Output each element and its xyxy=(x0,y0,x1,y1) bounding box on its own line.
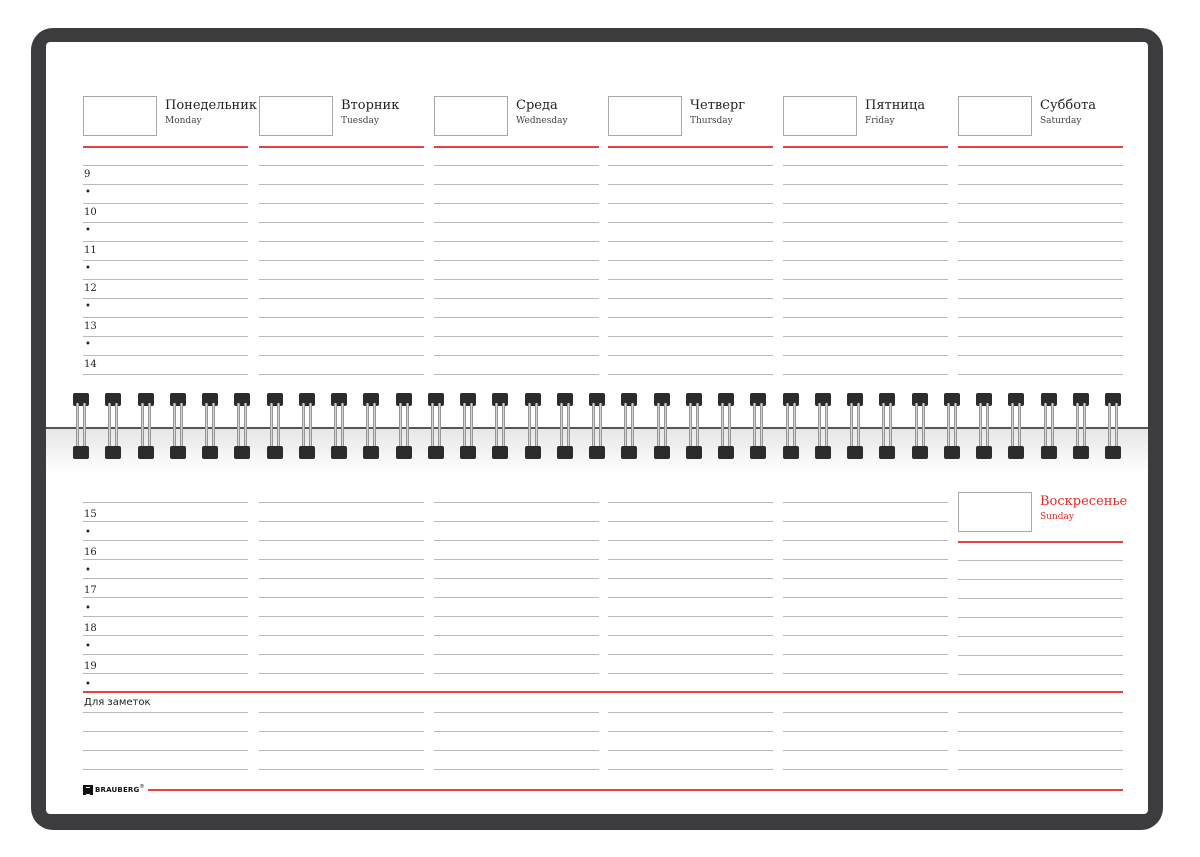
writing-line xyxy=(958,617,1123,618)
writing-line xyxy=(783,502,948,503)
brand-logo xyxy=(83,784,144,796)
notes-line xyxy=(434,712,599,713)
writing-line xyxy=(608,203,773,204)
day-header-rule xyxy=(434,146,599,148)
writing-line xyxy=(958,203,1123,204)
writing-line xyxy=(83,241,248,242)
writing-line xyxy=(783,184,948,185)
binding-ring xyxy=(202,393,218,459)
writing-line xyxy=(259,317,424,318)
writing-line xyxy=(83,578,248,579)
notes-line xyxy=(83,731,248,732)
writing-line xyxy=(783,635,948,636)
writing-line xyxy=(783,279,948,280)
day-name-en: Saturday xyxy=(1040,116,1082,126)
binding-ring xyxy=(73,393,89,459)
writing-line xyxy=(83,654,248,655)
writing-line xyxy=(958,222,1123,223)
notes-line xyxy=(958,712,1123,713)
writing-line xyxy=(434,260,599,261)
writing-line xyxy=(259,165,424,166)
day-name-ru: Вторник xyxy=(341,98,400,113)
day-name-en: Monday xyxy=(165,116,202,126)
notes-line xyxy=(608,712,773,713)
writing-line xyxy=(958,598,1123,599)
half-hour-bullet: • xyxy=(85,301,91,312)
writing-line xyxy=(83,279,248,280)
binding-ring xyxy=(267,393,283,459)
writing-line xyxy=(958,674,1123,675)
notes-line xyxy=(958,769,1123,770)
writing-line xyxy=(259,559,424,560)
writing-line xyxy=(83,559,248,560)
hour-label-19: 19 xyxy=(84,661,97,672)
binding-ring xyxy=(686,393,702,459)
date-box[interactable] xyxy=(958,492,1032,532)
footer-rule xyxy=(148,789,1123,791)
binding-ring xyxy=(105,393,121,459)
notes-line xyxy=(608,750,773,751)
writing-line xyxy=(259,502,424,503)
writing-line xyxy=(608,298,773,299)
writing-line xyxy=(83,260,248,261)
half-hour-bullet: • xyxy=(85,339,91,350)
writing-line xyxy=(608,317,773,318)
writing-line xyxy=(783,673,948,674)
writing-line xyxy=(958,184,1123,185)
date-box[interactable] xyxy=(958,96,1032,136)
binding-ring xyxy=(396,393,412,459)
writing-line xyxy=(958,655,1123,656)
writing-line xyxy=(783,654,948,655)
notes-line xyxy=(434,769,599,770)
writing-line xyxy=(83,298,248,299)
binding-ring xyxy=(912,393,928,459)
writing-line xyxy=(259,184,424,185)
writing-line xyxy=(783,336,948,337)
notes-line xyxy=(783,769,948,770)
writing-line xyxy=(434,241,599,242)
writing-line xyxy=(259,260,424,261)
binding-ring xyxy=(879,393,895,459)
writing-line xyxy=(434,502,599,503)
writing-line xyxy=(958,636,1123,637)
writing-line xyxy=(783,374,948,375)
binding-ring xyxy=(331,393,347,459)
writing-line xyxy=(608,521,773,522)
writing-line xyxy=(83,521,248,522)
day-name-ru: Суббота xyxy=(1040,98,1097,113)
binding-ring xyxy=(234,393,250,459)
notes-line xyxy=(434,750,599,751)
writing-line xyxy=(608,616,773,617)
hour-label-18: 18 xyxy=(84,623,97,634)
writing-line xyxy=(608,355,773,356)
notes-line xyxy=(958,731,1123,732)
writing-line xyxy=(608,654,773,655)
writing-line xyxy=(783,298,948,299)
writing-line xyxy=(434,298,599,299)
half-hour-bullet: • xyxy=(85,187,91,198)
writing-line xyxy=(783,521,948,522)
writing-line xyxy=(783,165,948,166)
writing-line xyxy=(434,165,599,166)
binding-ring xyxy=(621,393,637,459)
writing-line xyxy=(434,279,599,280)
notes-line xyxy=(434,731,599,732)
writing-line xyxy=(83,317,248,318)
binding-ring xyxy=(815,393,831,459)
writing-line xyxy=(259,222,424,223)
writing-line xyxy=(434,336,599,337)
binding-ring xyxy=(557,393,573,459)
writing-line xyxy=(608,559,773,560)
hour-label-13: 13 xyxy=(84,321,97,332)
writing-line xyxy=(83,502,248,503)
date-box[interactable] xyxy=(259,96,333,136)
writing-line xyxy=(783,222,948,223)
day-header-rule xyxy=(259,146,424,148)
writing-line xyxy=(608,279,773,280)
writing-line xyxy=(434,521,599,522)
binding-ring xyxy=(976,393,992,459)
binding-ring xyxy=(1105,393,1121,459)
writing-line xyxy=(434,673,599,674)
writing-line xyxy=(783,540,948,541)
writing-line xyxy=(958,298,1123,299)
writing-line xyxy=(83,184,248,185)
writing-line xyxy=(608,241,773,242)
date-box[interactable] xyxy=(608,96,682,136)
writing-line xyxy=(434,222,599,223)
writing-line xyxy=(259,673,424,674)
writing-line xyxy=(608,165,773,166)
brand-name: BRAUBERG xyxy=(95,786,140,794)
brand-mark-icon xyxy=(83,785,93,795)
writing-line xyxy=(259,578,424,579)
writing-line xyxy=(83,616,248,617)
writing-line xyxy=(434,616,599,617)
writing-line xyxy=(434,374,599,375)
notes-line xyxy=(958,750,1123,751)
writing-line xyxy=(608,260,773,261)
day-name-en: Friday xyxy=(865,116,895,126)
writing-line xyxy=(259,298,424,299)
writing-line xyxy=(83,540,248,541)
hour-label-9: 9 xyxy=(84,169,91,180)
writing-line xyxy=(783,260,948,261)
hour-label-17: 17 xyxy=(84,585,97,596)
hour-label-12: 12 xyxy=(84,283,97,294)
writing-line xyxy=(259,355,424,356)
writing-line xyxy=(259,597,424,598)
writing-line xyxy=(783,616,948,617)
date-box[interactable] xyxy=(783,96,857,136)
half-hour-bullet: • xyxy=(85,225,91,236)
binding-ring xyxy=(492,393,508,459)
writing-line xyxy=(259,203,424,204)
notes-line xyxy=(783,712,948,713)
half-hour-bullet: • xyxy=(85,263,91,274)
day-name-ru: Воскресенье xyxy=(1040,494,1128,509)
writing-line xyxy=(608,336,773,337)
writing-line xyxy=(434,559,599,560)
half-hour-bullet: • xyxy=(85,527,91,538)
writing-line xyxy=(434,317,599,318)
binding-ring xyxy=(138,393,154,459)
writing-line xyxy=(958,317,1123,318)
day-name-en: Wednesday xyxy=(516,116,568,126)
writing-line xyxy=(259,336,424,337)
day-name-ru: Среда xyxy=(516,98,558,113)
binding-ring xyxy=(718,393,734,459)
writing-line xyxy=(608,673,773,674)
binding-ring xyxy=(847,393,863,459)
writing-line xyxy=(259,279,424,280)
binding-ring xyxy=(1073,393,1089,459)
day-header-rule xyxy=(608,146,773,148)
binding-ring xyxy=(1008,393,1024,459)
writing-line xyxy=(783,578,948,579)
day-header-rule xyxy=(958,541,1123,543)
writing-line xyxy=(783,317,948,318)
binding-ring xyxy=(170,393,186,459)
notes-separator xyxy=(83,691,1123,693)
day-name-en: Thursday xyxy=(690,116,733,126)
writing-line xyxy=(83,336,248,337)
day-name-ru: Пятница xyxy=(865,98,926,113)
writing-line xyxy=(608,578,773,579)
writing-line xyxy=(83,222,248,223)
writing-line xyxy=(83,165,248,166)
notes-line xyxy=(608,731,773,732)
writing-line xyxy=(434,635,599,636)
writing-line xyxy=(783,597,948,598)
writing-line xyxy=(83,203,248,204)
writing-line xyxy=(434,578,599,579)
binding-ring xyxy=(654,393,670,459)
notes-line xyxy=(259,731,424,732)
notes-line xyxy=(783,731,948,732)
day-name-ru: Четверг xyxy=(690,98,746,113)
writing-line xyxy=(958,279,1123,280)
notes-line xyxy=(83,750,248,751)
brand-registered: ® xyxy=(139,784,145,790)
writing-line xyxy=(958,579,1123,580)
day-header-rule xyxy=(958,146,1123,148)
writing-line xyxy=(958,560,1123,561)
writing-line xyxy=(434,654,599,655)
writing-line xyxy=(608,184,773,185)
binding-ring xyxy=(363,393,379,459)
binding-ring xyxy=(525,393,541,459)
writing-line xyxy=(434,355,599,356)
notes-line xyxy=(259,750,424,751)
writing-line xyxy=(958,165,1123,166)
writing-line xyxy=(83,635,248,636)
writing-line xyxy=(783,559,948,560)
writing-line xyxy=(259,654,424,655)
day-header-rule xyxy=(783,146,948,148)
hour-label-15: 15 xyxy=(84,509,97,520)
writing-line xyxy=(259,540,424,541)
writing-line xyxy=(783,241,948,242)
binding-ring xyxy=(944,393,960,459)
binding-ring xyxy=(783,393,799,459)
writing-line xyxy=(434,597,599,598)
binding-ring xyxy=(299,393,315,459)
notes-label: Для заметок xyxy=(84,697,151,708)
half-hour-bullet: • xyxy=(85,641,91,652)
day-header-rule xyxy=(83,146,248,148)
hour-label-10: 10 xyxy=(84,207,97,218)
writing-line xyxy=(83,597,248,598)
writing-line xyxy=(259,521,424,522)
hour-label-14: 14 xyxy=(84,359,97,370)
writing-line xyxy=(608,597,773,598)
writing-line xyxy=(259,635,424,636)
day-name-en: Sunday xyxy=(1040,512,1074,522)
notes-line xyxy=(83,712,248,713)
writing-line xyxy=(958,241,1123,242)
notes-line xyxy=(259,712,424,713)
hour-label-16: 16 xyxy=(84,547,97,558)
writing-line xyxy=(608,635,773,636)
half-hour-bullet: • xyxy=(85,679,91,690)
notes-line xyxy=(608,769,773,770)
writing-line xyxy=(783,355,948,356)
hour-label-11: 11 xyxy=(84,245,97,256)
writing-line xyxy=(958,260,1123,261)
day-name-en: Tuesday xyxy=(341,116,379,126)
writing-line xyxy=(434,540,599,541)
writing-line xyxy=(83,374,248,375)
writing-line xyxy=(783,203,948,204)
binding-ring xyxy=(428,393,444,459)
binding-ring xyxy=(460,393,476,459)
half-hour-bullet: • xyxy=(85,565,91,576)
notes-line xyxy=(783,750,948,751)
notes-line xyxy=(259,769,424,770)
writing-line xyxy=(958,336,1123,337)
writing-line xyxy=(958,355,1123,356)
writing-line xyxy=(434,184,599,185)
writing-line xyxy=(259,374,424,375)
notes-line xyxy=(83,769,248,770)
writing-line xyxy=(259,616,424,617)
date-box[interactable] xyxy=(434,96,508,136)
writing-line xyxy=(608,222,773,223)
half-hour-bullet: • xyxy=(85,603,91,614)
writing-line xyxy=(259,241,424,242)
writing-line xyxy=(958,374,1123,375)
date-box[interactable] xyxy=(83,96,157,136)
writing-line xyxy=(83,355,248,356)
binding-ring xyxy=(750,393,766,459)
binding-ring xyxy=(589,393,605,459)
writing-line xyxy=(608,502,773,503)
writing-line xyxy=(608,540,773,541)
writing-line xyxy=(608,374,773,375)
writing-line xyxy=(434,203,599,204)
day-name-ru: Понедельник xyxy=(165,98,258,113)
writing-line xyxy=(83,673,248,674)
binding-ring xyxy=(1041,393,1057,459)
